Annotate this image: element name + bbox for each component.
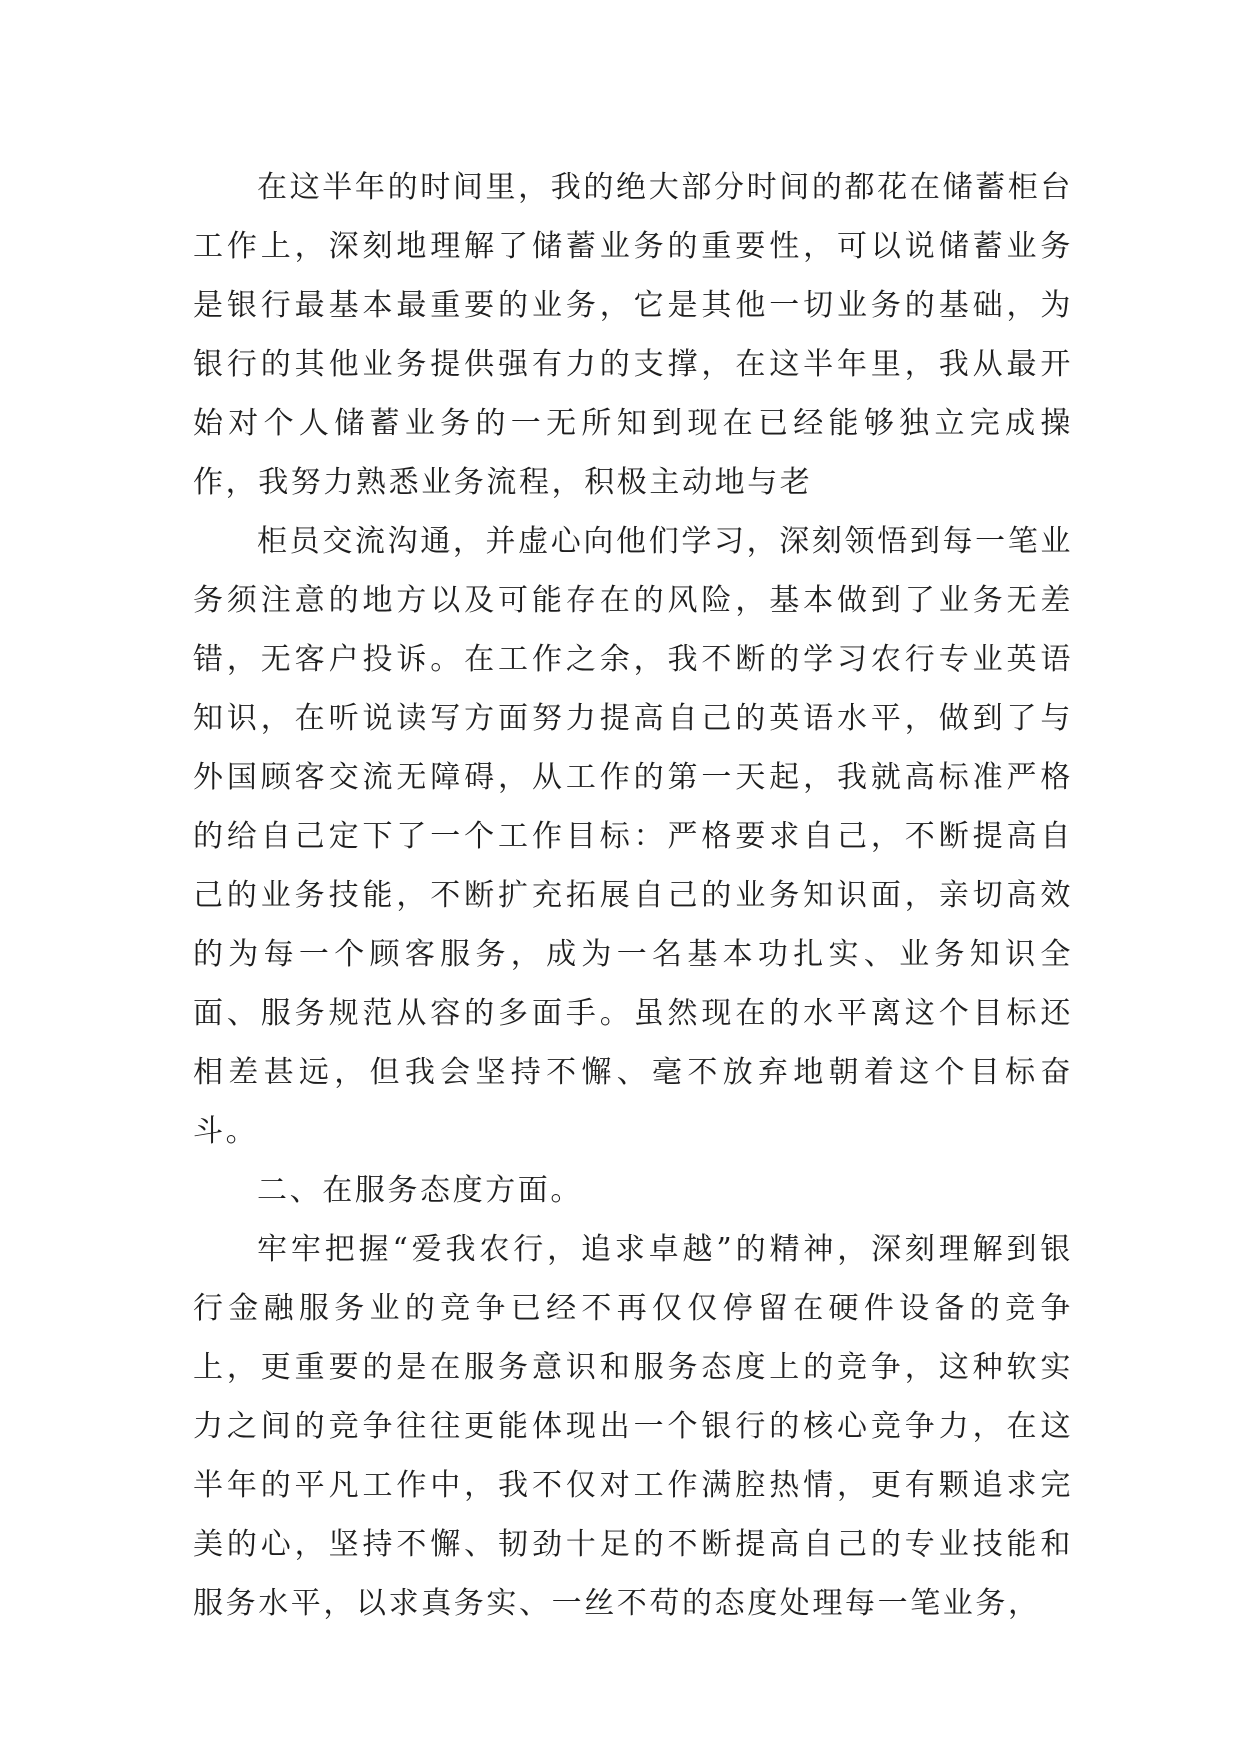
paragraph-2: 柜员交流沟通，并虚心向他们学习，深刻领悟到每一笔业务须注意的地方以及可能存在的风险，基本做到了业务无差错，无客户投诉。在工作之余，我不断的学习农行专业英语知识，在听说读写方面努力提高自己的英语水平，做到了与外国顾客交流无障碍，从工作的第一天起，我就高标准严格的给自己定下了一个工作目标：严格要求自己，不断提高自己的业务技能，不断扩充拓展自己的业务知识面，亲切高效的为每一个顾客服务，成为一名基本功扎实、业务知识全面、服务规范从容的多面手。虽然现在的水平离这个目标还相差甚远，但我会坚持不懈、毫不放弃地朝着这个目标奋斗。 <box>193 524 1073 1149</box>
section-heading: 二、在服务态度方面。 <box>257 1173 583 1208</box>
paragraph-1: 在这半年的时间里，我的绝大部分时间的都花在储蓄柜台工作上，深刻地理解了储蓄业务的重要性，可以说储蓄业务是银行最基本最重要的业务，它是其他一切业务的基础，为银行的其他业务提供强有力的支撑，在这半年里，我从最开始对个人储蓄业务的一无所知到现在已经能够独立完成操作，我努力熟悉业务流程，积极主动地与老 <box>193 170 1073 500</box>
body-text <box>193 158 1073 1633</box>
paragraph-3: 牢牢把握“爱我农行，追求卓越”的精神，深刻理解到银行金融服务业的竞争已经不再仅仅停留在硬件设备的竞争上，更重要的是在服务意识和服务态度上的竞争，这种软实力之间的竞争往往更能体现出一个银行的核心竞争力，在这半年的平凡工作中，我不仅对工作满腔热情，更有颗追求完美的心，坚持不懈、韧劲十足的不断提高自己的专业技能和服务水平，以求真务实、一丝不苟的态度处理每一笔业务， <box>193 1232 1073 1621</box>
